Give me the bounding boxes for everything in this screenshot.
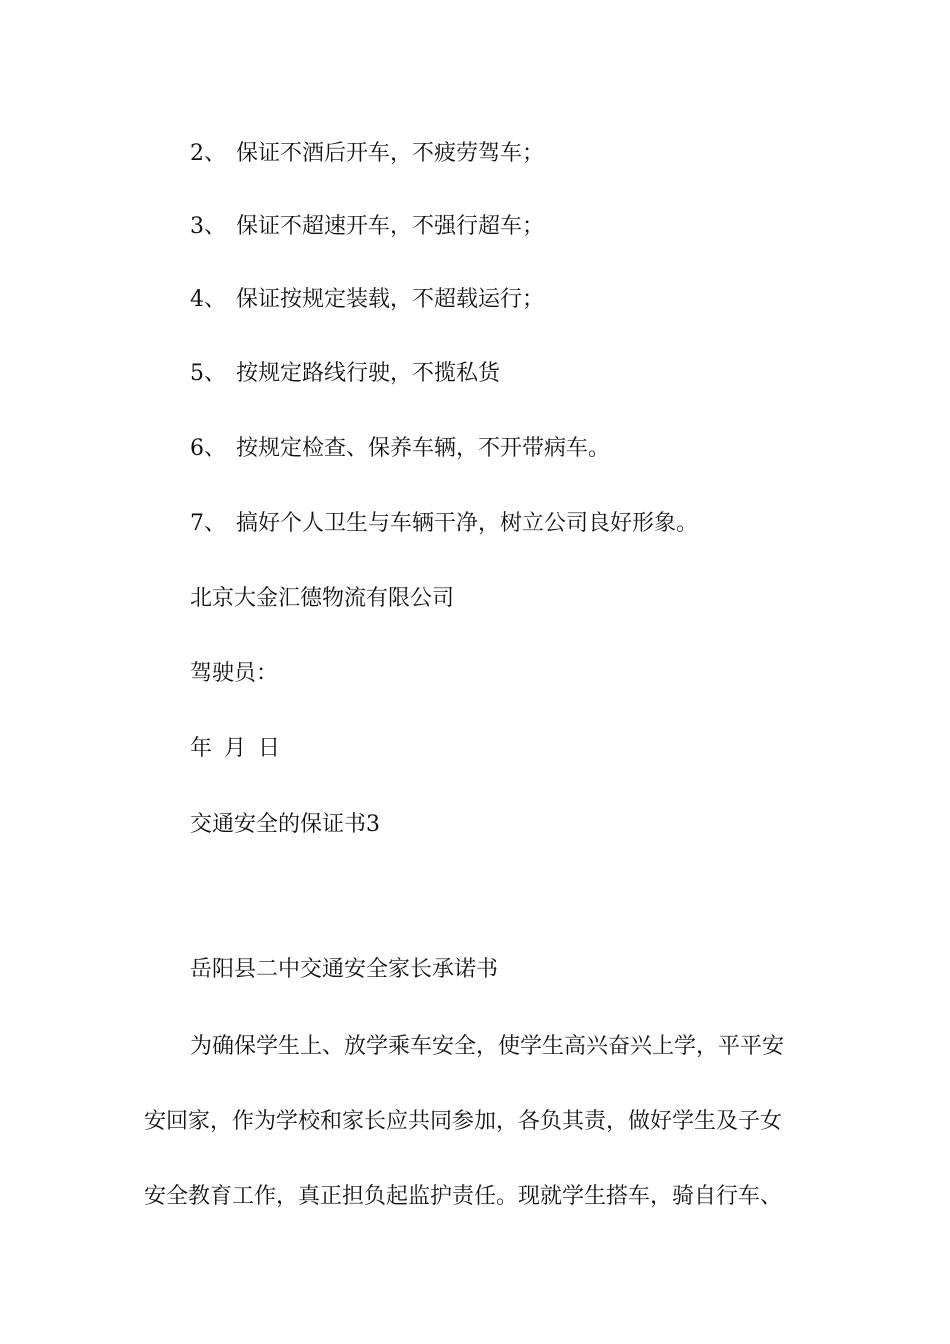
list-item-number: 5、 (190, 361, 226, 386)
list-item-text: 保证不酒后开车，不疲劳驾车； (236, 141, 545, 166)
list-item (190, 139, 544, 169)
list-item (190, 434, 610, 464)
date-line (190, 734, 280, 764)
list-item-number: 2、 (190, 141, 226, 166)
list-item-number: 7、 (190, 511, 226, 536)
list-item (190, 212, 544, 242)
list-item-text: 按规定路线行驶，不揽私货 (236, 361, 501, 386)
list-item-text: 保证按规定装载，不超载运行； (236, 287, 545, 312)
date-month: 月 (224, 736, 247, 761)
list-item (190, 285, 544, 315)
list-item-text: 保证不超速开车，不强行超车； (236, 214, 545, 239)
letter-title: 岳阳县二中交通安全家长承诺书 (190, 957, 499, 982)
list-item-number: 4、 (190, 287, 226, 312)
list-item-text: 按规定检查、保养车辆，不开带病车。 (236, 436, 611, 461)
company-name: 北京大金汇德物流有限公司 (190, 586, 455, 611)
paragraph-line: 为确保学生上、放学乘车安全，使学生高兴奋兴上学，平平安 (190, 1034, 785, 1059)
list-item-number: 3、 (190, 214, 226, 239)
list-item (190, 509, 698, 539)
driver-label: 驾驶员： (190, 661, 279, 686)
date-day: 日 (258, 736, 281, 761)
date-year: 年 (190, 736, 213, 761)
list-item (190, 359, 500, 389)
list-item-text: 搞好个人卫生与车辆干净，树立公司良好形象。 (236, 511, 699, 536)
list-item-number: 6、 (190, 436, 226, 461)
paragraph-line: 安回家，作为学校和家长应共同参加，各负其责，做好学生及子女 (144, 1109, 783, 1134)
section-title: 交通安全的保证书3 (190, 812, 380, 837)
paragraph-line: 安全教育工作，真正担负起监护责任。现就学生搭车，骑自行车、 (144, 1184, 783, 1209)
